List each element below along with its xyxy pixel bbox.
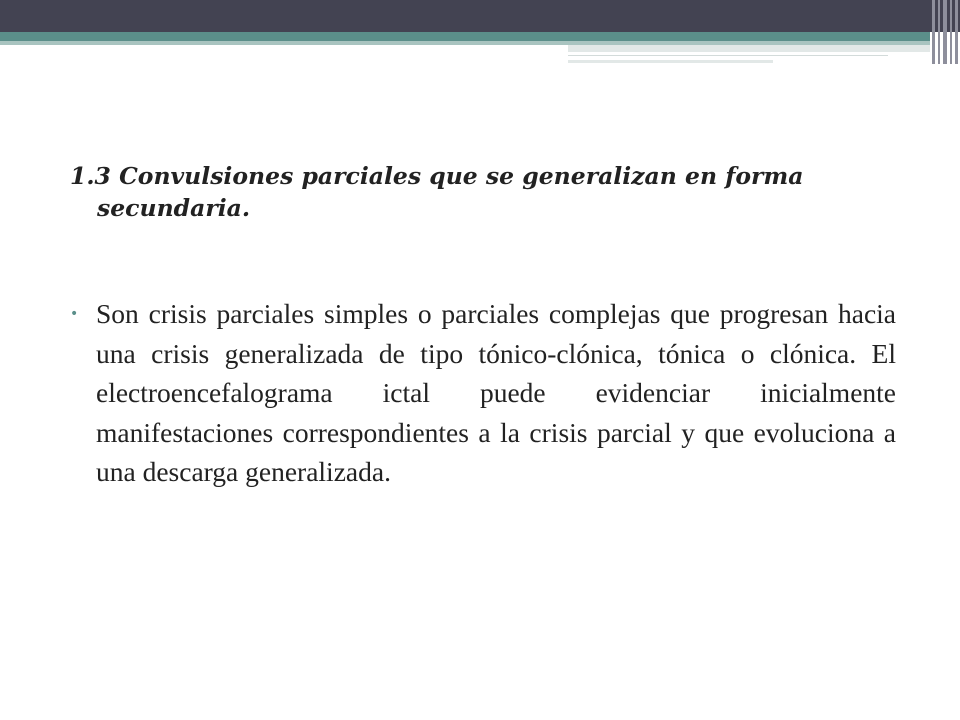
header-band-step-line	[568, 52, 888, 56]
header-band-step-line-short	[568, 60, 773, 63]
header-bar	[955, 0, 958, 64]
header-vertical-bars	[930, 0, 960, 64]
header-band-step	[568, 45, 930, 52]
header-bar	[950, 0, 952, 64]
header-band-teal	[0, 32, 930, 41]
header-bar	[932, 0, 935, 64]
bullet-item	[70, 294, 896, 492]
bullet-text: Son crisis parciales simples o parciales complejas que progresan hacia una crisis generalizada de tipo tónico-clónica, tónica o clónica. El electroencefalograma ictal puede evidenciar inicialmente manifestaciones correspondientes a la crisis parcial y que evoluciona a una descarga generalizada.	[96, 298, 896, 487]
header-band-dark	[0, 0, 960, 32]
slide-title: 1.3 Convulsiones parciales que se generalizan en forma secundaria.	[70, 162, 804, 222]
bullet-dot-icon: •	[70, 306, 79, 322]
header-bar	[943, 0, 947, 64]
header-bar	[938, 0, 940, 64]
